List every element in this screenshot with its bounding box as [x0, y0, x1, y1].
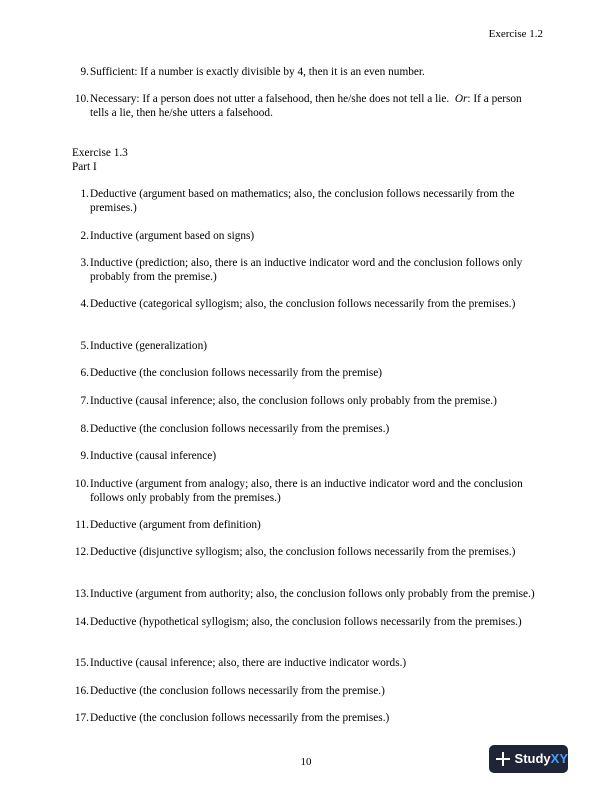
list-item — [72, 93, 542, 120]
item-number: 4. — [80, 298, 89, 310]
item-text: Deductive (the conclusion follows necessarily from the premises.) — [90, 712, 390, 724]
section-part: Part I — [72, 161, 97, 173]
list-item — [72, 712, 542, 726]
list-item — [72, 616, 542, 630]
brand-name-xy: XY — [550, 751, 568, 766]
item-number: 10. — [74, 478, 89, 490]
item-number: 7. — [80, 395, 89, 407]
item-text: Inductive (argument from authority; also, the conclusion follows only probably from the premise.) — [90, 588, 535, 600]
list-item — [72, 546, 542, 560]
item-text: Inductive (causal inference) — [90, 450, 217, 462]
brand-name — [515, 745, 568, 773]
list-item — [72, 657, 542, 671]
item-text: Deductive (the conclusion follows necessarily from the premise.) — [90, 685, 385, 697]
item-text: Deductive (argument based on mathematics; also, the conclusion follows necessarily from the premises.) — [90, 188, 515, 214]
list-item — [72, 367, 542, 381]
list-item — [72, 395, 542, 409]
list-item — [72, 588, 542, 602]
item-number: 9. — [80, 450, 89, 462]
page-number: 10 — [300, 756, 312, 768]
list-item — [72, 519, 542, 533]
item-number: 8. — [80, 423, 89, 435]
list-item — [72, 478, 542, 505]
list-item — [72, 340, 542, 354]
list-item — [72, 230, 542, 244]
item-text: Inductive (argument from analogy; also, there is an inductive indicator word and the conclusion follows only probably from the premises.) — [90, 478, 523, 504]
list-item — [72, 66, 542, 80]
item-text: Inductive (prediction; also, there is an inductive indicator word and the conclusion follows only probably from the premise.) — [90, 257, 523, 283]
list-item — [72, 188, 542, 215]
item-number: 5. — [80, 340, 89, 352]
item-number: 13. — [74, 588, 89, 600]
item-number: 12. — [74, 546, 89, 558]
item-number: 9. — [80, 66, 89, 78]
section-title: Exercise 1.3 — [72, 147, 128, 159]
item-number: 1. — [80, 188, 89, 200]
list-item — [72, 257, 542, 284]
item-text: Sufficient: If a number is exactly divisible by 4, then it is an even number. — [90, 66, 425, 78]
item-number: 17. — [74, 712, 89, 724]
item-text: Deductive (the conclusion follows necessarily from the premise) — [90, 367, 383, 379]
item-text-after: : If a person tells a lie, then he/she utters a falsehood. — [90, 93, 522, 119]
list-item — [72, 423, 542, 437]
item-number: 10. — [74, 93, 89, 105]
item-text-main: Necessary: If a person does not utter a falsehood, then he/she does not tell a lie. — [90, 93, 450, 105]
item-text: Deductive (the conclusion follows necessarily from the premises.) — [90, 423, 390, 435]
item-text: Inductive (argument based on signs) — [90, 230, 255, 242]
item-number: 14. — [74, 616, 89, 628]
list-item — [72, 450, 542, 464]
item-number: 15. — [74, 657, 89, 669]
item-text: Inductive (causal inference; also, the conclusion follows only probably from the premise.) — [90, 395, 497, 407]
brand-name-study: Study — [514, 751, 551, 766]
studyxy-badge[interactable] — [489, 745, 568, 773]
item-number: 3. — [80, 257, 89, 269]
item-text: Deductive (argument from definition) — [90, 519, 261, 531]
item-text: Deductive (hypothetical syllogism; also, the conclusion follows necessarily from the premises.) — [90, 616, 522, 628]
item-number: 2. — [80, 230, 89, 242]
plus-icon — [496, 752, 509, 766]
list-item — [72, 685, 542, 699]
item-number: 6. — [80, 367, 89, 379]
item-number: 11. — [75, 519, 89, 531]
or-word: Or — [454, 93, 468, 105]
item-text: Inductive (causal inference; also, there are inductive indicator words.) — [90, 657, 407, 669]
item-text: Inductive (generalization) — [90, 340, 207, 352]
list-item — [72, 298, 542, 312]
item-text: Deductive (categorical syllogism; also, the conclusion follows necessarily from the premises.) — [90, 298, 516, 310]
item-text — [90, 93, 542, 120]
item-text: Deductive (disjunctive syllogism; also, the conclusion follows necessarily from the premises.) — [90, 546, 516, 558]
running-header: Exercise 1.2 — [488, 28, 543, 40]
item-number: 16. — [74, 685, 89, 697]
